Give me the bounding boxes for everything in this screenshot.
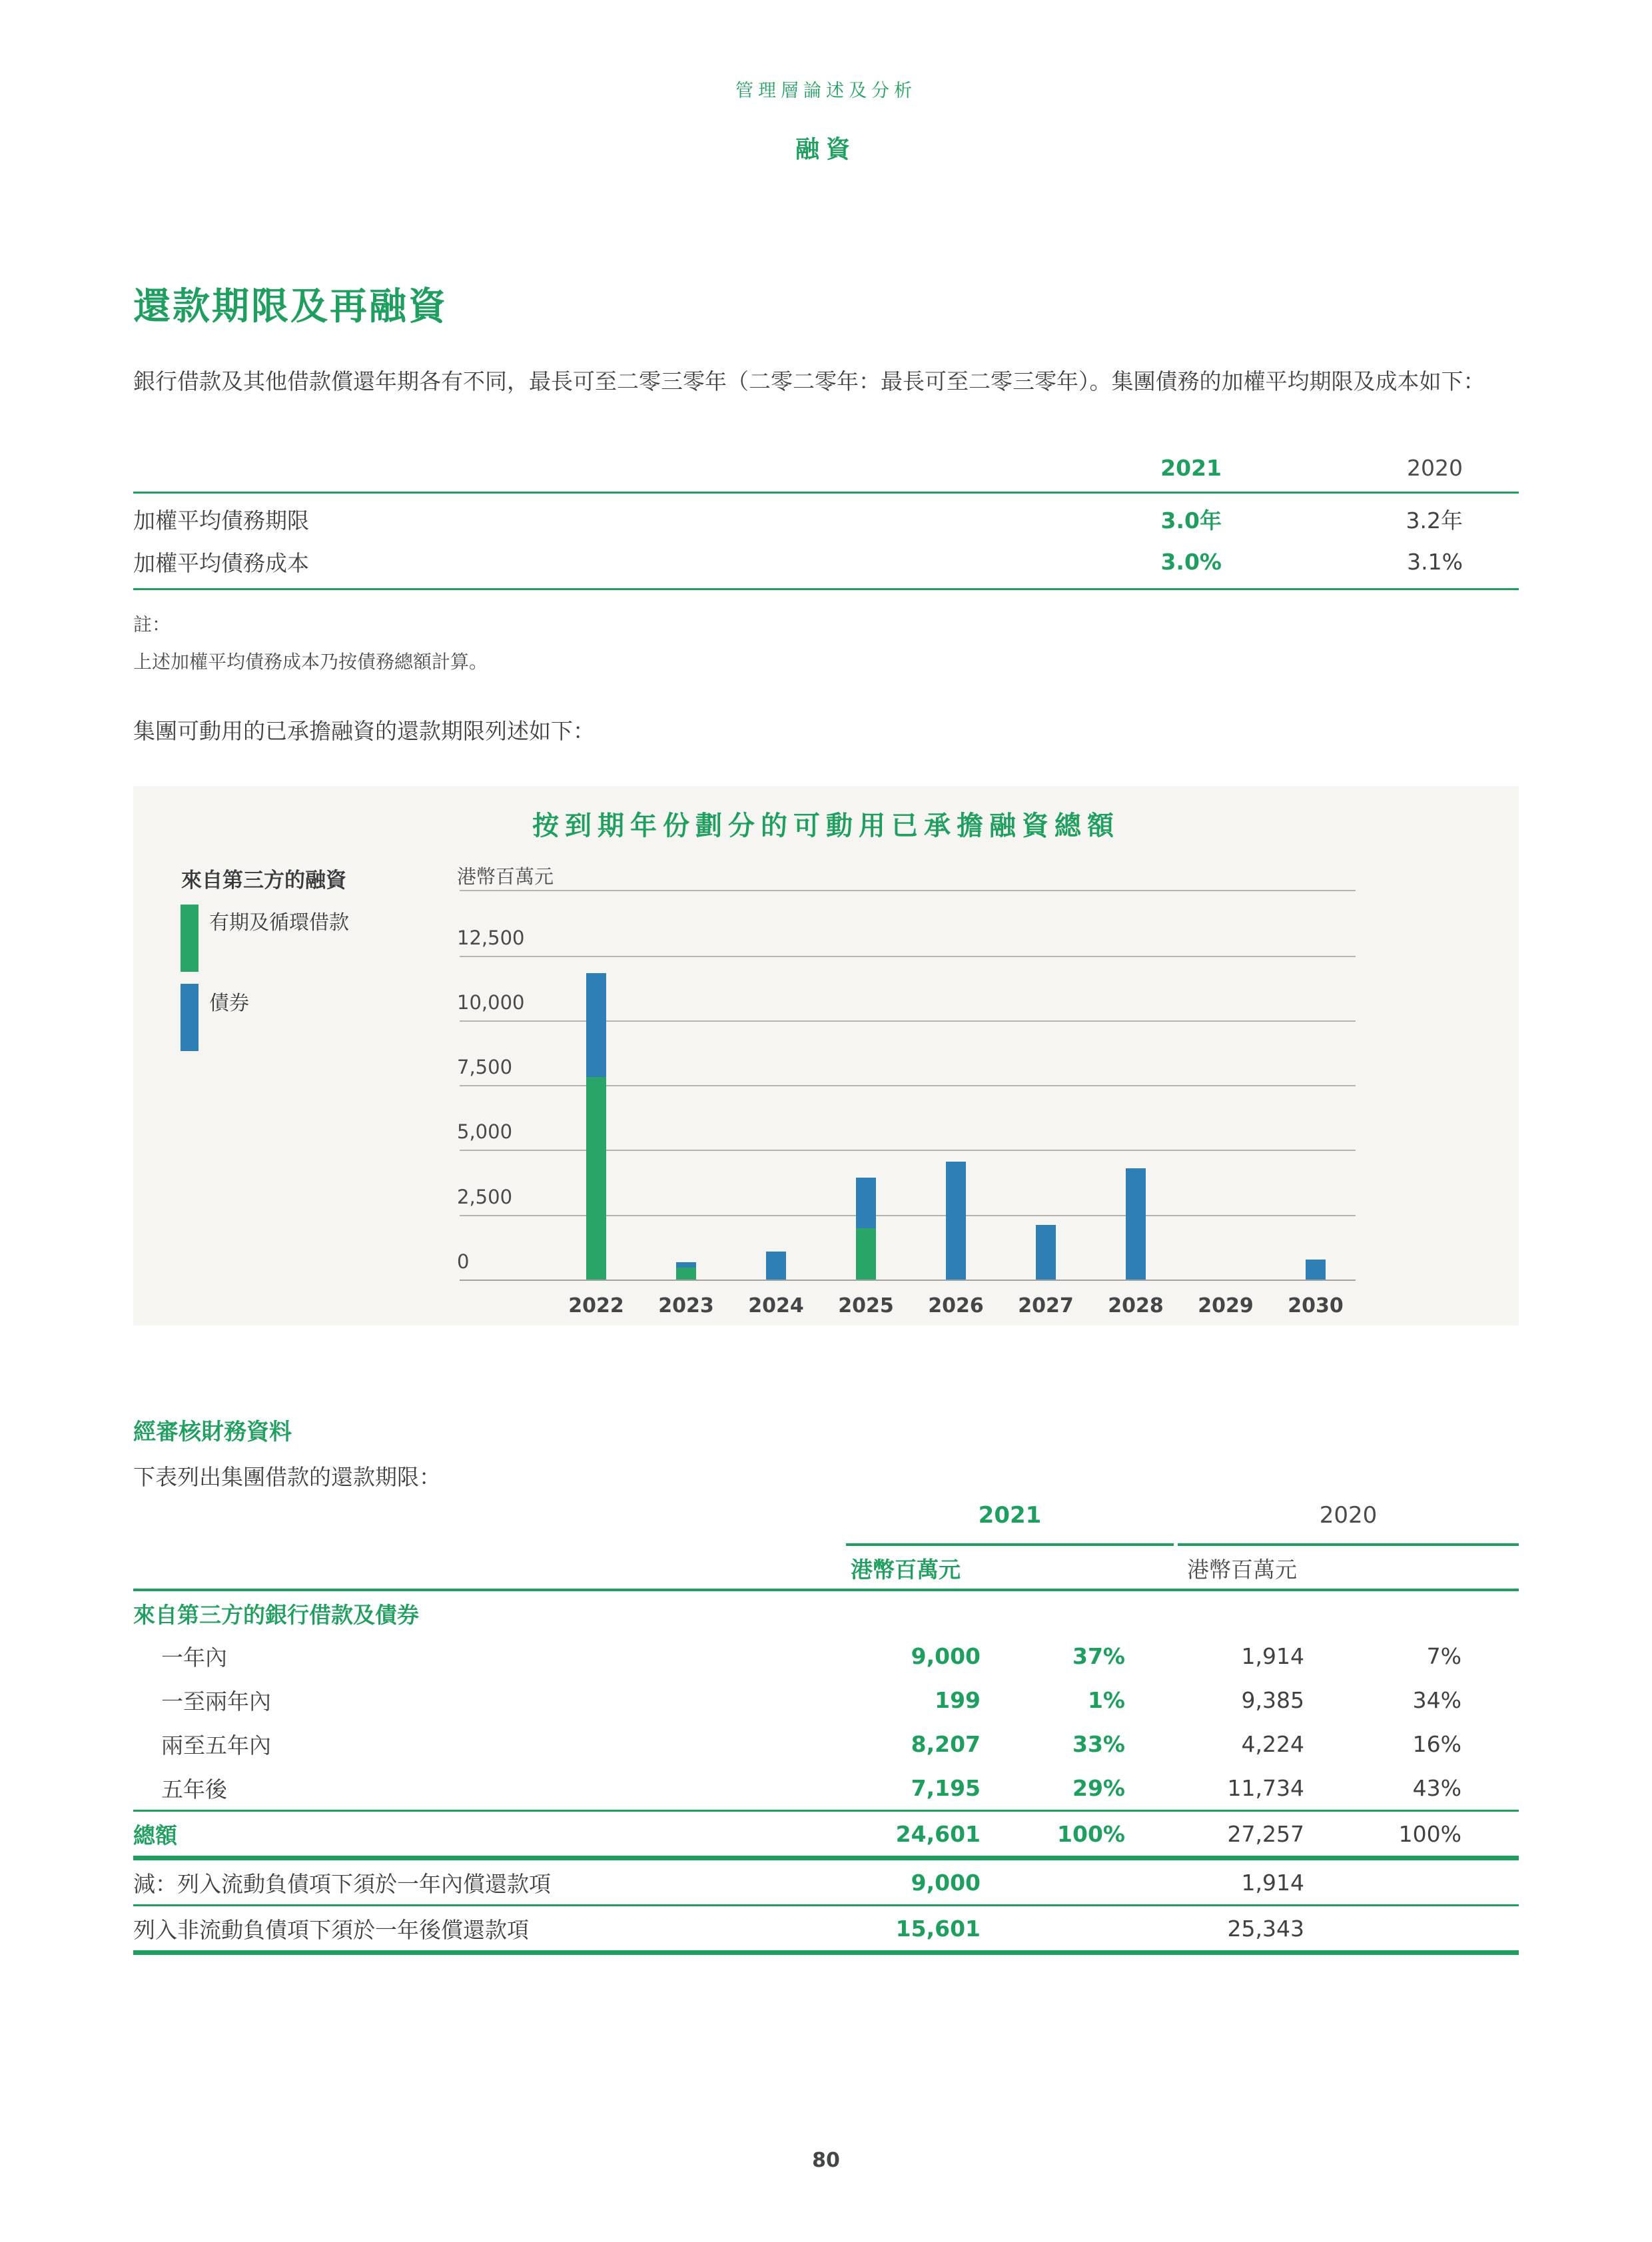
bar-segment-bonds (1126, 1168, 1146, 1280)
value-2020: 3.1% (1407, 548, 1463, 575)
value-2020: 3.2年 (1406, 507, 1463, 534)
column-group-2020: 2020 (1178, 1502, 1519, 1546)
row-label: 減：列入流動負債項下須於一年內償還款項 (133, 1870, 551, 1897)
table-rule-thick (133, 1950, 1519, 1955)
facilities-intro: 集團可動用的已承擔融資的還款期限列述如下： (133, 718, 595, 744)
row-label: 加權平均債務期限 (133, 507, 309, 534)
less-row-container (133, 1860, 1519, 1904)
debt-metrics-table (133, 448, 1519, 590)
table-row (133, 1722, 1519, 1766)
table-row (133, 1766, 1519, 1810)
y-tick-label: 7,500 (457, 1056, 513, 1079)
pct-2021: 100% (1057, 1820, 1125, 1847)
audited-intro: 下表列出集團借款的還款期限： (133, 1464, 441, 1490)
table-header (133, 1502, 1519, 1589)
value-2020: 1,914 (1241, 1643, 1304, 1669)
value-2020: 9,385 (1241, 1686, 1304, 1713)
legend-label-term-loans: 有期及循環借款 (209, 911, 349, 934)
pct-2020: 16% (1412, 1730, 1461, 1757)
value-2020: 4,224 (1241, 1730, 1304, 1757)
y-tick-label: 2,500 (457, 1185, 513, 1208)
x-tick-label: 2026 (928, 1294, 984, 1317)
legend-swatch-term-loans (181, 905, 199, 972)
x-tick-label: 2025 (838, 1294, 894, 1317)
y-tick-label: 0 (457, 1250, 470, 1273)
row-label: 列入非流動負債項下須於一年後償還款項 (133, 1916, 529, 1943)
bar-segment-bonds (586, 973, 606, 1077)
y-tick-label: 10,000 (457, 990, 525, 1014)
row-label: 加權平均債務成本 (133, 550, 309, 576)
row-label: 五年後 (161, 1776, 227, 1802)
note-label: 註： (133, 613, 171, 635)
value-2021: 3.0% (1160, 548, 1222, 575)
chapter-title: 融資 (795, 136, 857, 163)
x-tick-label: 2027 (1018, 1294, 1074, 1317)
column-header-2021: 2021 (1160, 455, 1222, 481)
bar-segment-term-loans (676, 1268, 696, 1280)
gridline (460, 956, 1356, 957)
table-rule-thick (133, 1856, 1519, 1860)
bar-segment-bonds (676, 1262, 696, 1268)
value-2021: 199 (935, 1686, 981, 1713)
x-tick-label: 2030 (1288, 1294, 1344, 1317)
bar-segment-term-loans (856, 1228, 876, 1280)
bar-segment-bonds (1306, 1260, 1326, 1280)
noncurrent-row-container (133, 1906, 1519, 1950)
value-2020: 1,914 (1241, 1869, 1304, 1896)
table-header-row (133, 448, 1519, 481)
table-row (133, 540, 1519, 583)
value-2021: 15,601 (895, 1915, 981, 1942)
chart-title: 按到期年份劃分的可動用已承擔融資總額 (532, 811, 1120, 841)
row-label: 兩至五年內 (161, 1732, 271, 1758)
x-tick-label: 2022 (568, 1294, 624, 1317)
value-2021: 9,000 (911, 1643, 981, 1669)
chart-legend-title: 來自第三方的融資 (181, 869, 346, 893)
value-2021: 3.0年 (1160, 507, 1222, 534)
row-label: 總額 (133, 1822, 177, 1848)
value-2020: 25,343 (1227, 1915, 1304, 1942)
table-row (133, 1860, 1519, 1904)
value-2021: 8,207 (911, 1730, 981, 1757)
bar-segment-bonds (766, 1252, 786, 1280)
pct-2020: 34% (1412, 1686, 1461, 1713)
column-header-2020: 2020 (1407, 455, 1463, 481)
note-text: 上述加權平均債務成本乃按債務總額計算。 (133, 651, 488, 673)
table-body (133, 1634, 1519, 1810)
plot-top-border (460, 890, 1356, 891)
bar-segment-term-loans (586, 1077, 606, 1280)
x-axis-line (460, 1280, 1356, 1281)
pct-2021: 29% (1072, 1774, 1125, 1801)
running-head: 管理層論述及分析 (735, 81, 917, 101)
pct-2021: 37% (1072, 1643, 1125, 1669)
y-tick-label: 12,500 (457, 926, 525, 949)
pct-2021: 1% (1087, 1686, 1125, 1713)
pct-2020: 100% (1398, 1820, 1461, 1847)
table-row (133, 1634, 1519, 1678)
pct-2020: 7% (1426, 1643, 1461, 1669)
x-tick-label: 2028 (1108, 1294, 1164, 1317)
table-row (133, 1678, 1519, 1722)
row-label: 一年內 (161, 1644, 227, 1671)
intro-paragraph: 銀行借款及其他借款償還年期各有不同，最長可至二零三零年（二零二零年：最長可至二零三零年）。集團債務的加權平均期限及成本如下： (133, 368, 1485, 394)
total-row-container (133, 1812, 1519, 1856)
y-axis-unit-label: 港幣百萬元 (457, 865, 554, 888)
value-2021: 9,000 (911, 1869, 981, 1896)
group-row-label: 來自第三方的銀行借款及債券 (133, 1602, 419, 1628)
table-row (133, 1906, 1519, 1950)
bar-segment-bonds (1036, 1225, 1056, 1280)
table-rule (133, 588, 1519, 590)
value-2020: 11,734 (1227, 1774, 1304, 1801)
table-row (133, 498, 1519, 540)
bar-segment-bonds (856, 1178, 876, 1228)
table-row (133, 1812, 1519, 1856)
audited-heading: 經審核財務資料 (133, 1419, 292, 1445)
page-number: 80 (812, 2149, 840, 2172)
column-group-2021: 2021 (846, 1502, 1174, 1546)
row-label: 一至兩年內 (161, 1688, 271, 1714)
borrowings-table (133, 1502, 1519, 1955)
pct-2020: 43% (1412, 1774, 1461, 1801)
x-tick-label: 2029 (1198, 1294, 1254, 1317)
x-tick-label: 2024 (748, 1294, 804, 1317)
legend-label-bonds: 債券 (209, 992, 249, 1015)
bar-segment-bonds (946, 1162, 966, 1280)
unit-label-2021: 港幣百萬元 (851, 1557, 961, 1583)
y-tick-label: 5,000 (457, 1120, 513, 1144)
legend-swatch-bonds (181, 984, 199, 1051)
x-tick-label: 2023 (658, 1294, 714, 1317)
value-2021: 24,601 (895, 1820, 981, 1847)
table-body (133, 498, 1519, 583)
table-rule (133, 492, 1519, 494)
value-2020: 27,257 (1227, 1820, 1304, 1847)
pct-2021: 33% (1072, 1730, 1125, 1757)
section-title: 還款期限及再融資 (133, 285, 448, 328)
value-2021: 7,195 (911, 1774, 981, 1801)
unit-label-2020: 港幣百萬元 (1187, 1557, 1297, 1583)
facilities-chart (133, 786, 1519, 1325)
